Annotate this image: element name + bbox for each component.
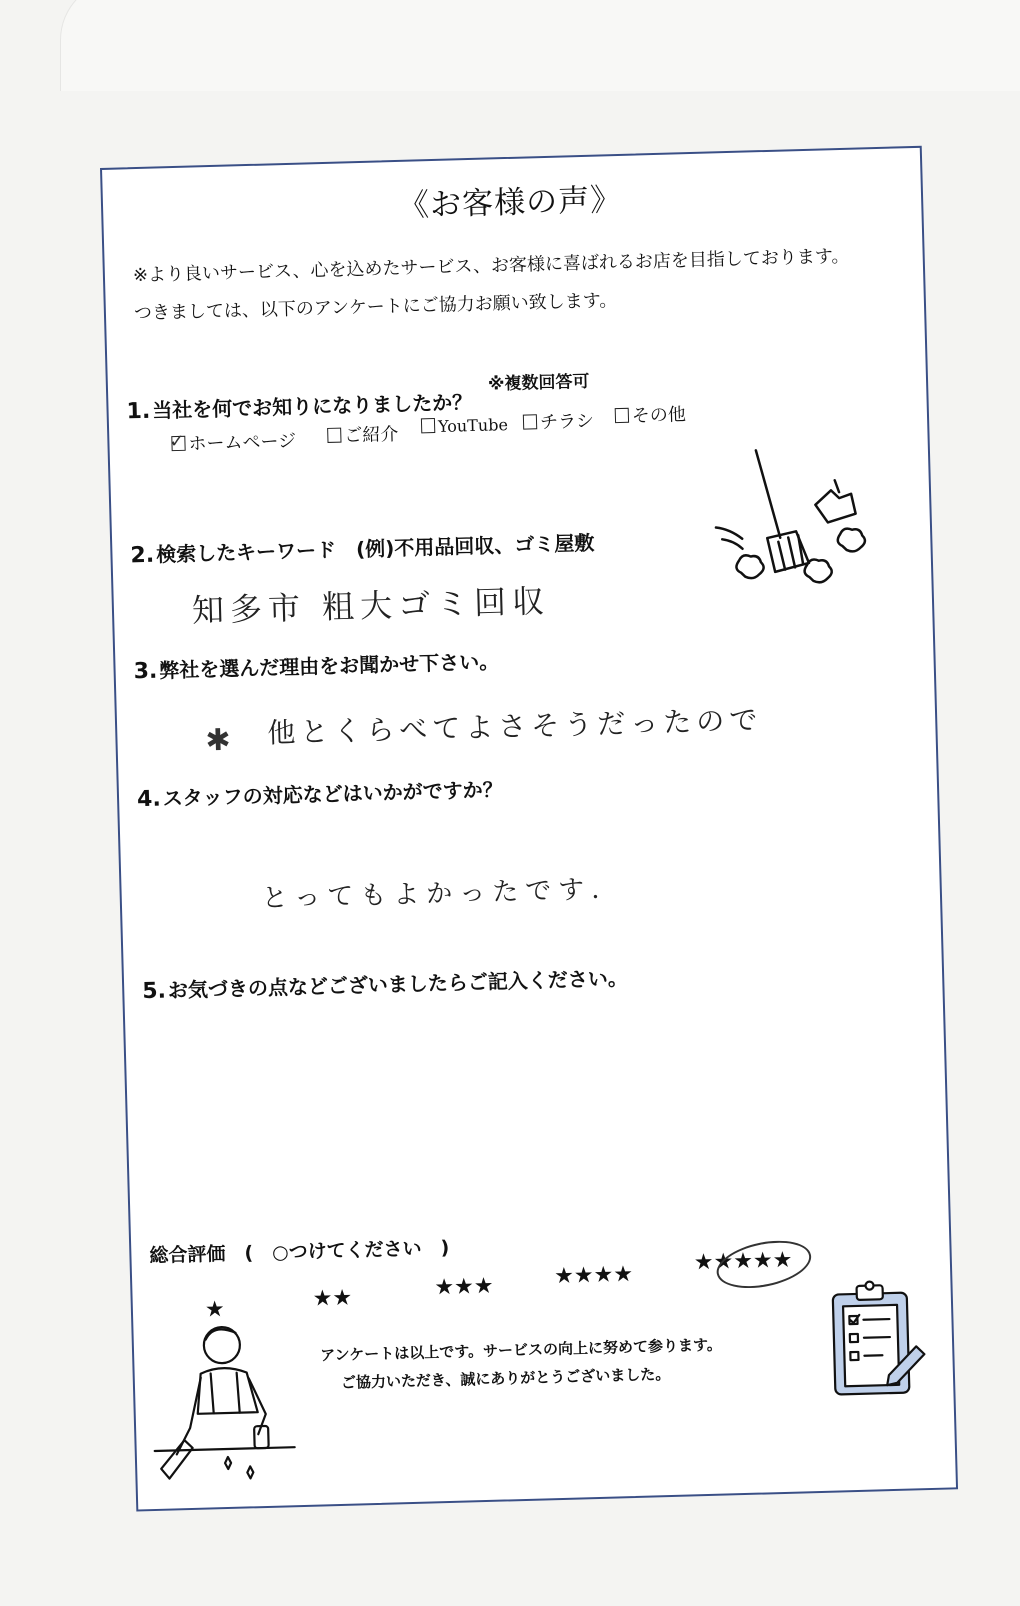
option-youtube-label: YouTube: [437, 415, 509, 436]
question-2-number: 2.: [130, 542, 155, 569]
clipboard-checklist-icon: [822, 1278, 935, 1411]
option-referral[interactable]: [327, 420, 399, 448]
question-1-text: 当社を何でお知りになりましたか？: [151, 390, 473, 423]
check-mark-icon: ✓: [169, 430, 185, 453]
intro-line-2: つきましては、以下のアンケートにご協力お願い致します。: [133, 290, 618, 325]
option-homepage-label: ホームページ: [188, 430, 297, 455]
question-5-text: お気づきの点などございましたらご記入ください。: [167, 966, 629, 1003]
broom-dustpan-icon: [710, 439, 885, 614]
option-other-label: その他: [631, 404, 687, 427]
rating-selection-circle: [712, 1233, 815, 1295]
question-2: [130, 527, 595, 569]
answer-3-handwriting: 他とくらべてよさそうだったので: [266, 703, 763, 750]
rating-option-5[interactable]: ★★★★★: [693, 1247, 793, 1276]
paper-background-edge: [60, 0, 1020, 91]
question-2-text: 検索したキーワード (例)不用品回収、ゴミ屋敷: [155, 530, 595, 567]
checkbox-referral[interactable]: [327, 428, 341, 443]
answer-5-area: [426, 1053, 729, 1161]
answer-4-handwriting: とってもよかったです.: [261, 874, 607, 914]
question-5: [142, 962, 628, 1004]
option-flyer[interactable]: [523, 407, 595, 435]
survey-sheet: [100, 146, 958, 1512]
question-4-text: スタッフの対応などはいかがですか？: [162, 777, 503, 811]
option-youtube[interactable]: [421, 415, 508, 436]
rating-option-2[interactable]: ★★: [312, 1285, 353, 1312]
answer-2-handwriting: 知多市 粗大ゴミ回収: [191, 581, 551, 630]
scribble-mark: ✱: [205, 722, 232, 759]
option-homepage[interactable]: [171, 427, 296, 456]
option-referral-label: ご紹介: [344, 424, 399, 447]
closing-line-2: ご協力いただき、誠にありがとうございました。: [340, 1365, 671, 1392]
multiple-answers-note: ※複数回答可: [487, 371, 590, 395]
option-flyer-label: チラシ: [539, 410, 595, 434]
question-3-number: 3.: [133, 658, 158, 685]
question-3-text: 弊社を選んだ理由をお聞かせ下さい。: [158, 649, 500, 683]
rating-option-1[interactable]: ★: [204, 1297, 225, 1323]
rating-option-3[interactable]: ★★★: [434, 1273, 494, 1301]
checkbox-flyer[interactable]: [523, 414, 537, 429]
checkbox-homepage[interactable]: [169, 430, 185, 453]
question-5-number: 5.: [141, 978, 167, 1005]
intro-line-1: ※より良いサービス、心を込めたサービス、お客様に喜ばれるお店を目指しております。: [132, 245, 850, 287]
question-4: [137, 773, 503, 812]
checkbox-youtube[interactable]: [421, 418, 435, 433]
survey-title: 《お客様の声》: [397, 181, 623, 224]
rating-option-4[interactable]: ★★★★: [553, 1261, 634, 1290]
overall-rating-label: 総合評価 ( ○つけてください ): [149, 1236, 450, 1268]
closing-line-1: アンケートは以上です。サービスの向上に努めて参ります。: [319, 1335, 723, 1365]
option-other[interactable]: [615, 400, 687, 428]
person-cleaning-icon: [151, 1315, 296, 1499]
question-3: [133, 645, 499, 684]
question-1-number: 1.: [126, 398, 151, 425]
checkbox-other[interactable]: [615, 408, 629, 423]
question-4-number: 4.: [136, 786, 162, 813]
